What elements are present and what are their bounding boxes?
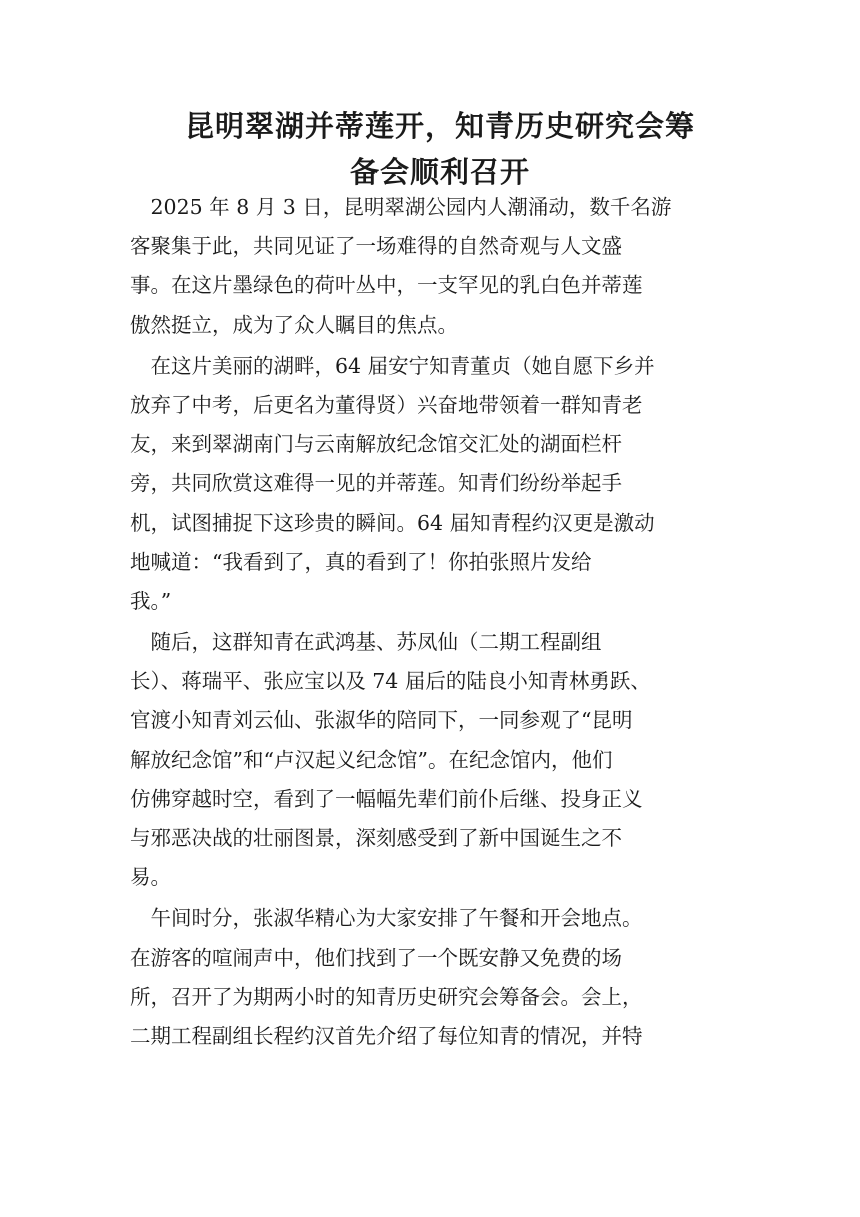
paragraph-line: 随后，这群知青在武鸿基、苏凤仙（二期工程副组 [130, 630, 602, 655]
title-line-1: 昆明翠湖并蒂莲开，知青历史研究会筹 [184, 109, 695, 143]
paragraph-line: 我。” [130, 588, 172, 613]
article-body [130, 188, 730, 1056]
paragraph-line: 在这片美丽的湖畔，64 届安宁知青董贞（她自愿下乡并 [130, 353, 655, 378]
paragraph-line: 仿佛穿越时空，看到了一幅幅先辈们前仆后继、投身正义 [130, 786, 643, 811]
paragraph-line: 客聚集于此，共同见证了一场难得的自然奇观与人文盛 [130, 234, 622, 259]
paragraph-line: 与邪恶决战的壮丽图景，深刻感受到了新中国诞生之不 [130, 826, 622, 850]
paragraph [130, 623, 730, 897]
paragraph-line: 二期工程副组长程约汉首先介绍了每位知青的情况，并特 [130, 1023, 643, 1048]
paragraph-line: 地喊道：“我看到了，真的看到了！你拍张照片发给 [130, 549, 592, 574]
paragraph [130, 899, 730, 1056]
paragraph [130, 188, 730, 345]
paragraph-line: 事。在这片墨绿色的荷叶丛中，一支罕见的乳白色并蒂莲 [130, 273, 643, 298]
paragraph-line: 旁，共同欣赏这难得一见的并蒂莲。知青们纷纷举起手 [130, 471, 622, 496]
paragraph-line: 解放纪念馆”和“卢汉起义纪念馆”。在纪念馆内，他们 [130, 747, 613, 772]
paragraph-line: 长）、蒋瑞平、张应宝以及 74 届后的陆良小知青林勇跃、 [130, 669, 651, 694]
paragraph-line: 友，来到翠湖南门与云南解放纪念馆交汇处的湖面栏杆 [130, 432, 622, 457]
paragraph-line: 易。 [130, 865, 171, 890]
paragraph-line: 官渡小知青刘云仙、张淑华的陪同下，一同参观了“昆明 [130, 708, 633, 733]
paragraph-line: 午间时分，张淑华精心为大家安排了午餐和开会地点。 [130, 906, 643, 931]
paragraph-line: 傲然挺立，成为了众人瞩目的焦点。 [130, 312, 458, 337]
paragraph [130, 347, 730, 621]
paragraph-line: 放弃了中考，后更名为董得贤）兴奋地带领着一群知青老 [130, 392, 643, 417]
article-title [110, 103, 770, 195]
paragraph-line: 在游客的喧闹声中，他们找到了一个既安静又免费的场 [130, 945, 622, 970]
paragraph-line: 所，召开了为期两小时的知青历史研究会筹备会。会上， [130, 984, 643, 1009]
paragraph-line: 2025 年 8 月 3 日，昆明翠湖公园内人潮涌动，数千名游 [130, 195, 672, 219]
paragraph-line: 机，试图捕捉下这珍贵的瞬间。64 届知青程约汉更是激动 [130, 510, 655, 535]
title-line-2: 备会顺利召开 [349, 155, 530, 189]
